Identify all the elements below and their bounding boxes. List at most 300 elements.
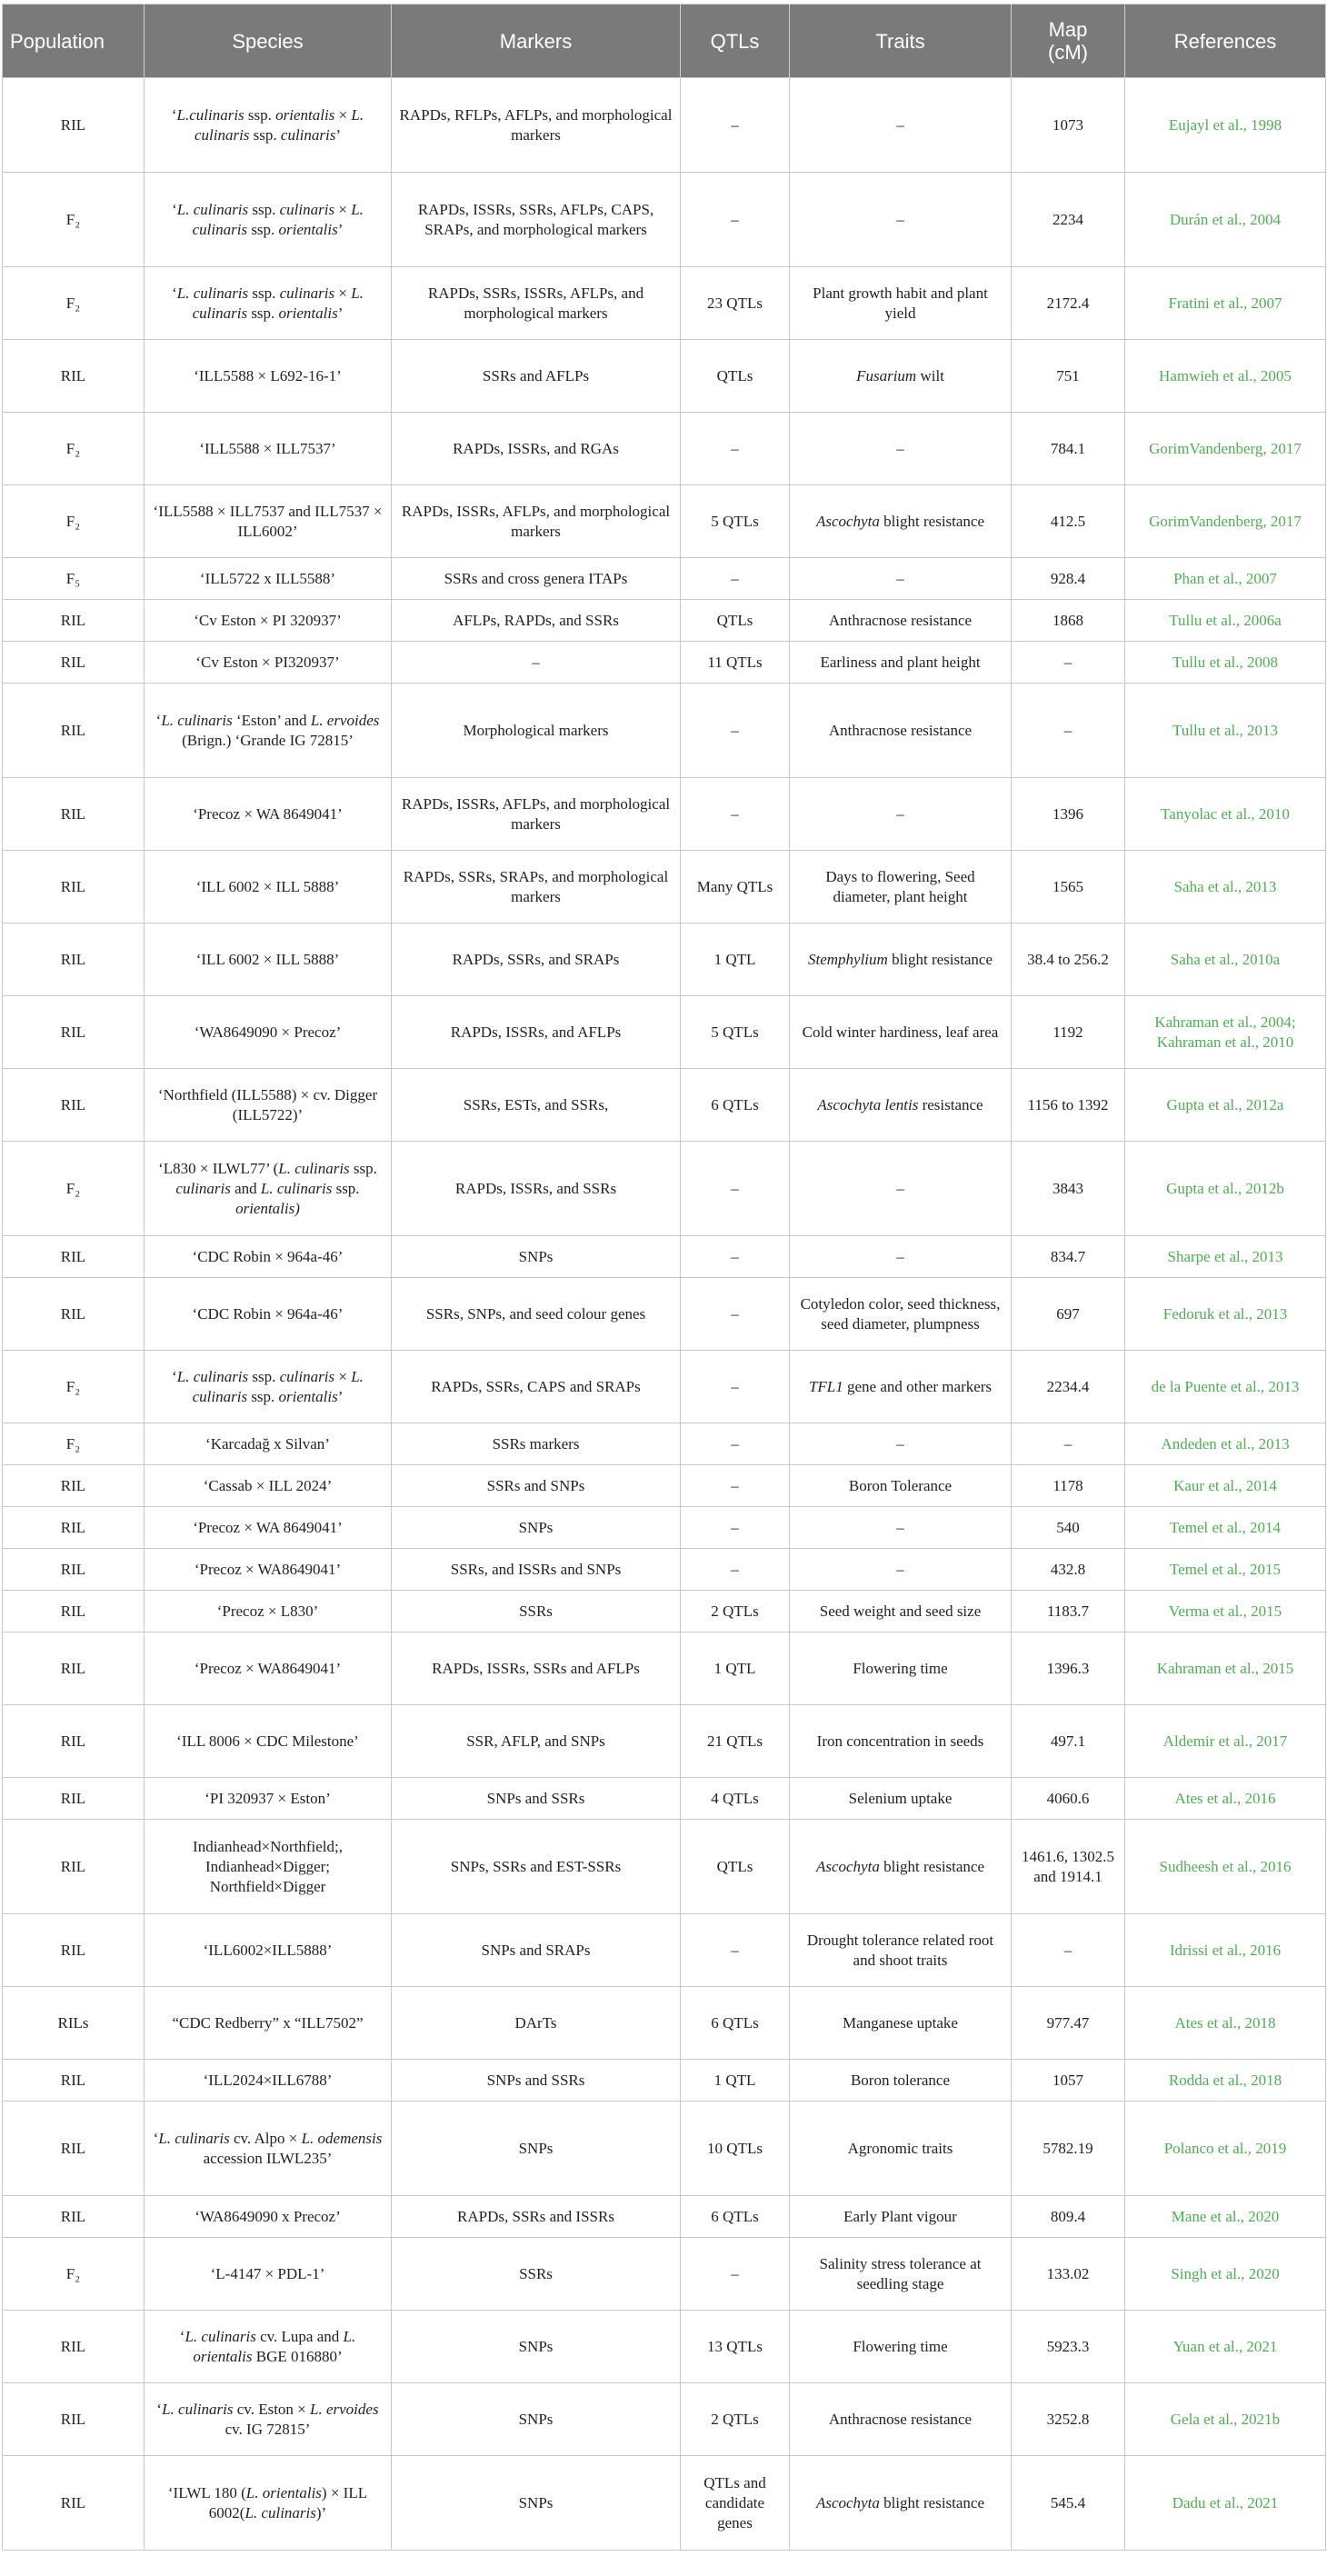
cell-markers-text: AFLPs, RAPDs, and SSRs <box>453 611 619 629</box>
cell-qtls <box>681 778 790 851</box>
cell-reference[interactable] <box>1125 2060 1326 2102</box>
cell-reference[interactable] <box>1125 267 1326 340</box>
cell-species-text: ‘ILL 6002 × ILL 5888’ <box>195 950 340 968</box>
cell-markers <box>392 558 681 600</box>
cell-markers <box>392 1278 681 1351</box>
cell-reference[interactable] <box>1125 996 1326 1069</box>
cell-qtls <box>681 1507 790 1549</box>
cell-species-text: ‘ILL 6002 × ILL 5888’ <box>195 877 340 895</box>
cell-traits <box>790 2060 1012 2102</box>
cell-population-text: RIL <box>60 1602 86 1620</box>
cell-reference[interactable] <box>1125 600 1326 642</box>
cell-markers <box>392 1507 681 1549</box>
cell-species <box>145 924 392 996</box>
cell-traits <box>790 2456 1012 2551</box>
cell-traits-text: Stemphylium <box>807 950 888 968</box>
cell-markers <box>392 1465 681 1507</box>
cell-qtls <box>681 1591 790 1632</box>
cell-markers <box>392 1820 681 1914</box>
table-row <box>3 558 1326 600</box>
cell-map-cm-text: 751 <box>1056 366 1080 384</box>
cell-map-cm-text: 540 <box>1056 1518 1080 1536</box>
cell-markers-text: SNPs <box>518 2337 554 2355</box>
cell-qtls-text: – <box>731 1304 739 1323</box>
table-row <box>3 1069 1326 1142</box>
table-row <box>3 1236 1326 1278</box>
cell-species-text: ‘ILL6002×ILL5888’ <box>203 1941 333 1959</box>
table-row <box>3 2456 1326 2551</box>
cell-qtls <box>681 78 790 173</box>
cell-map-cm-text: 697 <box>1056 1304 1080 1323</box>
cell-traits-text: – <box>896 1560 904 1578</box>
cell-traits-text: – <box>896 569 904 587</box>
cell-qtls <box>681 173 790 267</box>
cell-traits <box>790 1914 1012 1987</box>
cell-traits <box>790 1549 1012 1591</box>
cell-qtls-text: – <box>731 1434 739 1453</box>
cell-species-text: ‘Eston’ and <box>232 711 311 729</box>
cell-map-cm <box>1012 1632 1125 1705</box>
cell-species-text: ‘ILL5588 × L692-16-1’ <box>194 366 342 384</box>
cell-population-text: RIL <box>60 2071 86 2089</box>
cell-map-cm-text: 2234 <box>1053 210 1083 228</box>
cell-traits-text: Flowering time <box>853 1659 948 1677</box>
cell-reference[interactable] <box>1125 924 1326 996</box>
cell-species-text: ‘ <box>172 284 177 302</box>
cell-traits-text: – <box>896 1518 904 1536</box>
cell-population-text: RIL <box>60 1857 86 1875</box>
cell-population <box>3 558 145 600</box>
cell-map-cm <box>1012 1142 1125 1236</box>
cell-map-cm <box>1012 2060 1125 2102</box>
cell-population <box>3 1591 145 1632</box>
table-row <box>3 1987 1326 2060</box>
cell-qtls-text: – <box>731 115 739 134</box>
cell-reference[interactable] <box>1125 1351 1326 1423</box>
cell-reference[interactable] <box>1125 1142 1326 1236</box>
cell-population-text: RIL <box>60 1023 86 1041</box>
cell-population <box>3 1236 145 1278</box>
cell-reference-text: Eujayl et al., 1998 <box>1168 115 1282 134</box>
header-markers: Markers <box>392 5 681 78</box>
cell-qtls-text: 23 QTLs <box>707 294 763 312</box>
cell-traits <box>790 2383 1012 2456</box>
cell-markers-text: SNPs <box>518 2410 554 2428</box>
cell-species-text: L. culinaris <box>185 2327 256 2345</box>
cell-markers <box>392 1142 681 1236</box>
cell-reference[interactable] <box>1125 2102 1326 2196</box>
cell-species-text: cv. Eston × <box>233 2400 311 2418</box>
cell-qtls-text: QTLs and candidate genes <box>703 2473 766 2531</box>
cell-traits-text: Plant growth habit and plant yield <box>813 284 988 322</box>
cell-population-text: RIL <box>60 115 86 134</box>
cell-map-cm <box>1012 1705 1125 1778</box>
cell-species-text: L. orientalis <box>193 2327 356 2365</box>
cell-reference[interactable] <box>1125 1549 1326 1591</box>
cell-population <box>3 642 145 684</box>
cell-qtls-text: – <box>731 439 739 457</box>
cell-species <box>145 1820 392 1914</box>
cell-markers-text: SSRs <box>519 1602 553 1620</box>
cell-traits <box>790 1423 1012 1465</box>
cell-map-cm-text: – <box>1063 1941 1073 1959</box>
cell-species-text: ssp. <box>332 1179 360 1197</box>
cell-traits-text: – <box>896 1247 904 1265</box>
cell-map-cm-text: 497.1 <box>1050 1732 1086 1750</box>
header-species: Species <box>145 5 392 78</box>
cell-population-text: F₂ <box>65 512 81 530</box>
cell-markers <box>392 2311 681 2383</box>
cell-species <box>145 2456 392 2551</box>
table-row <box>3 1423 1326 1465</box>
cell-markers-text: SNPs, SSRs and EST-SSRs <box>450 1857 622 1875</box>
cell-reference-text: Singh et al., 2020 <box>1171 2264 1280 2282</box>
cell-population <box>3 1069 145 1142</box>
cell-reference[interactable] <box>1125 173 1326 267</box>
cell-population <box>3 778 145 851</box>
cell-species <box>145 1705 392 1778</box>
cell-reference[interactable] <box>1125 1778 1326 1820</box>
cell-reference-text: Kaur et al., 2014 <box>1173 1476 1277 1494</box>
cell-reference-text: Tullu et al., 2008 <box>1172 653 1279 671</box>
cell-qtls-text: Many QTLs <box>696 877 773 895</box>
cell-map-cm-text: 1868 <box>1053 611 1083 629</box>
cell-markers <box>392 996 681 1069</box>
cell-markers-text: RAPDs, ISSRs, AFLPs, and morphological markers <box>401 794 671 833</box>
cell-reference[interactable] <box>1125 642 1326 684</box>
cell-reference-text: Saha et al., 2010a <box>1170 950 1281 968</box>
cell-species-text: L. culinaris <box>192 1367 364 1405</box>
cell-qtls-text: – <box>731 1560 739 1578</box>
cell-traits-text: Days to flowering, Seed diameter, plant height <box>825 867 975 905</box>
cell-species <box>145 2383 392 2456</box>
cell-map-cm-text: 5923.3 <box>1046 2337 1090 2355</box>
cell-reference-text: Tanyolac et al., 2010 <box>1161 804 1290 823</box>
header-references: References <box>1125 5 1326 78</box>
table-row <box>3 642 1326 684</box>
cell-markers <box>392 2060 681 2102</box>
cell-reference[interactable] <box>1125 2383 1326 2456</box>
cell-markers-text: SSRs and cross genera ITAPs <box>444 569 628 587</box>
cell-species <box>145 2196 392 2238</box>
cell-map-cm <box>1012 600 1125 642</box>
cell-species <box>145 1914 392 1987</box>
table-row <box>3 1914 1326 1987</box>
cell-markers-text: RAPDs, SSRs, and SRAPs <box>452 950 620 968</box>
cell-markers <box>392 78 681 173</box>
cell-map-cm-text: 3843 <box>1053 1179 1083 1197</box>
cell-species-text: ssp. <box>248 200 280 218</box>
cell-reference-text: Idrissi et al., 2016 <box>1169 1941 1282 1959</box>
cell-map-cm <box>1012 1423 1125 1465</box>
cell-qtls <box>681 1236 790 1278</box>
cell-traits <box>790 340 1012 413</box>
cell-qtls-text: – <box>731 1247 739 1265</box>
cell-markers-text: SSRs <box>519 2264 553 2282</box>
cell-reference-text: Sharpe et al., 2013 <box>1167 1247 1283 1265</box>
cell-map-cm <box>1012 2383 1125 2456</box>
cell-species-text: ‘L830 × ILWL77’ ( <box>158 1159 279 1177</box>
cell-reference[interactable] <box>1125 1705 1326 1778</box>
cell-qtls <box>681 1351 790 1423</box>
cell-species-text: ssp. <box>248 1367 280 1385</box>
cell-species-text: L. culinaris <box>244 2503 316 2521</box>
cell-map-cm <box>1012 2102 1125 2196</box>
cell-reference[interactable] <box>1125 413 1326 485</box>
cell-reference[interactable] <box>1125 1236 1326 1278</box>
cell-traits <box>790 778 1012 851</box>
cell-population-text: RIL <box>60 1789 86 1807</box>
cell-species-text: ‘Cassab × ILL 2024’ <box>203 1476 333 1494</box>
cell-qtls-text: 2 QTLs <box>711 1602 759 1620</box>
cell-map-cm <box>1012 1820 1125 1914</box>
cell-species-text: ‘Cv Eston × PI320937’ <box>195 653 340 671</box>
cell-species-text: ‘ <box>172 1367 177 1385</box>
cell-map-cm-text: 432.8 <box>1050 1560 1086 1578</box>
cell-traits <box>790 485 1012 558</box>
cell-population <box>3 1278 145 1351</box>
cell-species-text: ssp. <box>248 284 280 302</box>
cell-population <box>3 1778 145 1820</box>
cell-reference[interactable] <box>1125 1465 1326 1507</box>
cell-reference-text: Hamwieh et al., 2005 <box>1159 366 1292 384</box>
cell-species <box>145 2060 392 2102</box>
table-row <box>3 2383 1326 2456</box>
cell-traits <box>790 1465 1012 1507</box>
table-row <box>3 2311 1326 2383</box>
cell-reference[interactable] <box>1125 778 1326 851</box>
cell-species-text: ‘ILL2024×ILL6788’ <box>203 2071 333 2089</box>
cell-markers-text: SSRs markers <box>492 1434 580 1453</box>
cell-population <box>3 1351 145 1423</box>
cell-traits-text: Anthracnose resistance <box>828 611 973 629</box>
cell-reference[interactable] <box>1125 684 1326 778</box>
cell-qtls-text: – <box>731 721 739 739</box>
cell-reference[interactable] <box>1125 485 1326 558</box>
cell-traits <box>790 2102 1012 2196</box>
cell-species-text: ssp. <box>249 125 281 144</box>
cell-species-text: L. culinaris <box>192 284 364 322</box>
cell-population <box>3 1465 145 1507</box>
cell-traits-text: Salinity stress tolerance at seedling stage <box>819 2254 982 2292</box>
cell-markers <box>392 1591 681 1632</box>
cell-species-text: ‘ILL5722 x ILL5588’ <box>199 569 336 587</box>
cell-population <box>3 1914 145 1987</box>
cell-markers <box>392 1236 681 1278</box>
cell-traits <box>790 78 1012 173</box>
table-row <box>3 1591 1326 1632</box>
cell-traits-text: blight resistance <box>887 950 993 968</box>
cell-species-text: L. ervoides <box>310 2400 379 2418</box>
cell-reference[interactable] <box>1125 1069 1326 1142</box>
cell-species <box>145 684 392 778</box>
cell-map-cm <box>1012 1914 1125 1987</box>
cell-traits-text: blight resistance <box>879 1857 985 1875</box>
cell-qtls <box>681 2196 790 2238</box>
cell-traits <box>790 2196 1012 2238</box>
cell-map-cm-text: 1461.6, 1302.5 and 1914.1 <box>1022 1847 1114 1885</box>
cell-map-cm <box>1012 1465 1125 1507</box>
header-map-cm: Map (cM) <box>1012 5 1125 78</box>
cell-qtls <box>681 600 790 642</box>
cell-reference-text: Dadu et al., 2021 <box>1172 2493 1279 2511</box>
cell-traits-text: – <box>896 1434 904 1453</box>
cell-species-text: culinaris <box>279 200 335 218</box>
cell-map-cm <box>1012 2196 1125 2238</box>
cell-traits <box>790 2311 1012 2383</box>
header-qtls: QTLs <box>681 5 790 78</box>
cell-species <box>145 1278 392 1351</box>
table-row <box>3 1549 1326 1591</box>
table-row <box>3 2102 1326 2196</box>
cell-population <box>3 684 145 778</box>
cell-map-cm <box>1012 1549 1125 1591</box>
cell-map-cm-text: – <box>1063 1434 1073 1453</box>
cell-traits <box>790 267 1012 340</box>
cell-species <box>145 340 392 413</box>
cell-species-text: × <box>334 200 352 218</box>
cell-map-cm <box>1012 924 1125 996</box>
cell-map-cm-text: 4060.6 <box>1046 1789 1090 1807</box>
cell-map-cm <box>1012 996 1125 1069</box>
cell-population-text: RIL <box>60 653 86 671</box>
cell-traits <box>790 1278 1012 1351</box>
cell-species-text: )’ <box>315 2503 327 2521</box>
cell-species-text: L. culinaris <box>158 2129 230 2147</box>
cell-qtls-text: QTLs <box>716 1857 753 1875</box>
header-row <box>3 5 1326 78</box>
cell-species-text: ‘ILL5588 × ILL7537’ <box>199 439 336 457</box>
cell-map-cm-text: 1183.7 <box>1046 1602 1090 1620</box>
cell-population-text: RIL <box>60 1304 86 1323</box>
cell-reference[interactable] <box>1125 1591 1326 1632</box>
cell-qtls <box>681 1705 790 1778</box>
cell-species <box>145 1549 392 1591</box>
cell-qtls-text: 6 QTLs <box>711 2207 759 2225</box>
cell-markers-text: RAPDs, ISSRs, and RGAs <box>453 439 619 457</box>
cell-reference[interactable] <box>1125 1423 1326 1465</box>
cell-markers-text: RAPDs, SSRs and ISSRs <box>457 2207 614 2225</box>
table-row <box>3 1705 1326 1778</box>
table-row <box>3 1465 1326 1507</box>
cell-reference[interactable] <box>1125 2311 1326 2383</box>
cell-population-text: RIL <box>60 804 86 823</box>
cell-traits-text: gene and other markers <box>843 1377 993 1395</box>
cell-qtls <box>681 2102 790 2196</box>
cell-qtls <box>681 1820 790 1914</box>
cell-reference[interactable] <box>1125 1987 1326 2060</box>
cell-traits-text: blight resistance <box>879 2493 985 2511</box>
cell-population <box>3 2238 145 2311</box>
cell-reference[interactable] <box>1125 1507 1326 1549</box>
cell-markers <box>392 2238 681 2311</box>
table-row <box>3 2060 1326 2102</box>
cell-markers-text: SNPs <box>518 1247 554 1265</box>
cell-qtls-text: – <box>731 1179 739 1197</box>
cell-reference[interactable] <box>1125 1278 1326 1351</box>
cell-qtls-text: 1 QTL <box>713 1659 756 1677</box>
cell-markers-text: SNPs <box>518 2139 554 2157</box>
cell-qtls <box>681 2456 790 2551</box>
cell-reference[interactable] <box>1125 78 1326 173</box>
cell-population-text: RIL <box>60 2410 86 2428</box>
cell-species-text: ‘ILWL 180 ( <box>167 2483 246 2501</box>
cell-species-text: culinaris <box>280 125 336 144</box>
cell-qtls <box>681 2060 790 2102</box>
cell-qtls-text: – <box>731 804 739 823</box>
cell-population-text: RIL <box>60 366 86 384</box>
cell-markers <box>392 1987 681 2060</box>
cell-traits <box>790 642 1012 684</box>
cell-traits-text: Cold winter hardiness, leaf area <box>802 1023 999 1041</box>
cell-population <box>3 996 145 1069</box>
cell-species <box>145 2238 392 2311</box>
cell-species-text: and <box>230 1179 261 1197</box>
cell-markers <box>392 413 681 485</box>
cell-population <box>3 2311 145 2383</box>
cell-species-text: ssp. <box>247 1387 279 1405</box>
cell-reference[interactable] <box>1125 558 1326 600</box>
cell-species-text: ssp. <box>247 304 279 322</box>
cell-qtls-text: – <box>731 1518 739 1536</box>
cell-reference-text: Kahraman et al., 2015 <box>1156 1659 1294 1677</box>
cell-map-cm-text: 809.4 <box>1050 2207 1086 2225</box>
cell-reference[interactable] <box>1125 1820 1326 1914</box>
cell-population <box>3 267 145 340</box>
cell-qtls <box>681 1278 790 1351</box>
cell-species-text: L. culinaris <box>161 711 233 729</box>
cell-qtls-text: 2 QTLs <box>711 2410 759 2428</box>
cell-species <box>145 485 392 558</box>
cell-markers <box>392 684 681 778</box>
cell-traits-text: – <box>896 804 904 823</box>
cell-markers <box>392 1423 681 1465</box>
cell-markers <box>392 1069 681 1142</box>
cell-reference-text: Temel et al., 2014 <box>1169 1518 1282 1536</box>
cell-reference[interactable] <box>1125 340 1326 413</box>
cell-reference[interactable] <box>1125 2456 1326 2551</box>
cell-markers <box>392 1778 681 1820</box>
cell-reference[interactable] <box>1125 2238 1326 2311</box>
cell-population <box>3 2383 145 2456</box>
table-row <box>3 1351 1326 1423</box>
cell-population-text: RIL <box>60 1659 86 1677</box>
cell-traits-text: – <box>896 115 904 134</box>
cell-traits <box>790 1351 1012 1423</box>
cell-qtls-text: – <box>731 1476 739 1494</box>
table-row <box>3 267 1326 340</box>
cell-map-cm <box>1012 642 1125 684</box>
cell-map-cm-text: 545.4 <box>1050 2493 1086 2511</box>
cell-qtls-text: 5 QTLs <box>711 512 759 530</box>
cell-reference[interactable] <box>1125 2196 1326 2238</box>
cell-species-text: ‘Precoz × WA8649041’ <box>194 1560 342 1578</box>
cell-reference-text: de la Puente et al., 2013 <box>1151 1377 1300 1395</box>
cell-reference[interactable] <box>1125 1632 1326 1705</box>
cell-population <box>3 340 145 413</box>
cell-reference-text: Rodda et al., 2018 <box>1168 2071 1282 2089</box>
cell-markers-text: SNPs and SRAPs <box>481 1941 591 1959</box>
table-row <box>3 851 1326 924</box>
cell-species-text: ‘PI 320937 × Eston’ <box>205 1789 331 1807</box>
cell-reference-text: Verma et al., 2015 <box>1168 1602 1282 1620</box>
cell-species <box>145 2102 392 2196</box>
cell-reference[interactable] <box>1125 851 1326 924</box>
cell-population-text: F₂ <box>65 210 81 228</box>
cell-reference[interactable] <box>1125 1914 1326 1987</box>
cell-population-text: F₂ <box>65 1434 81 1453</box>
cell-markers-text: SNPs <box>518 1518 554 1536</box>
